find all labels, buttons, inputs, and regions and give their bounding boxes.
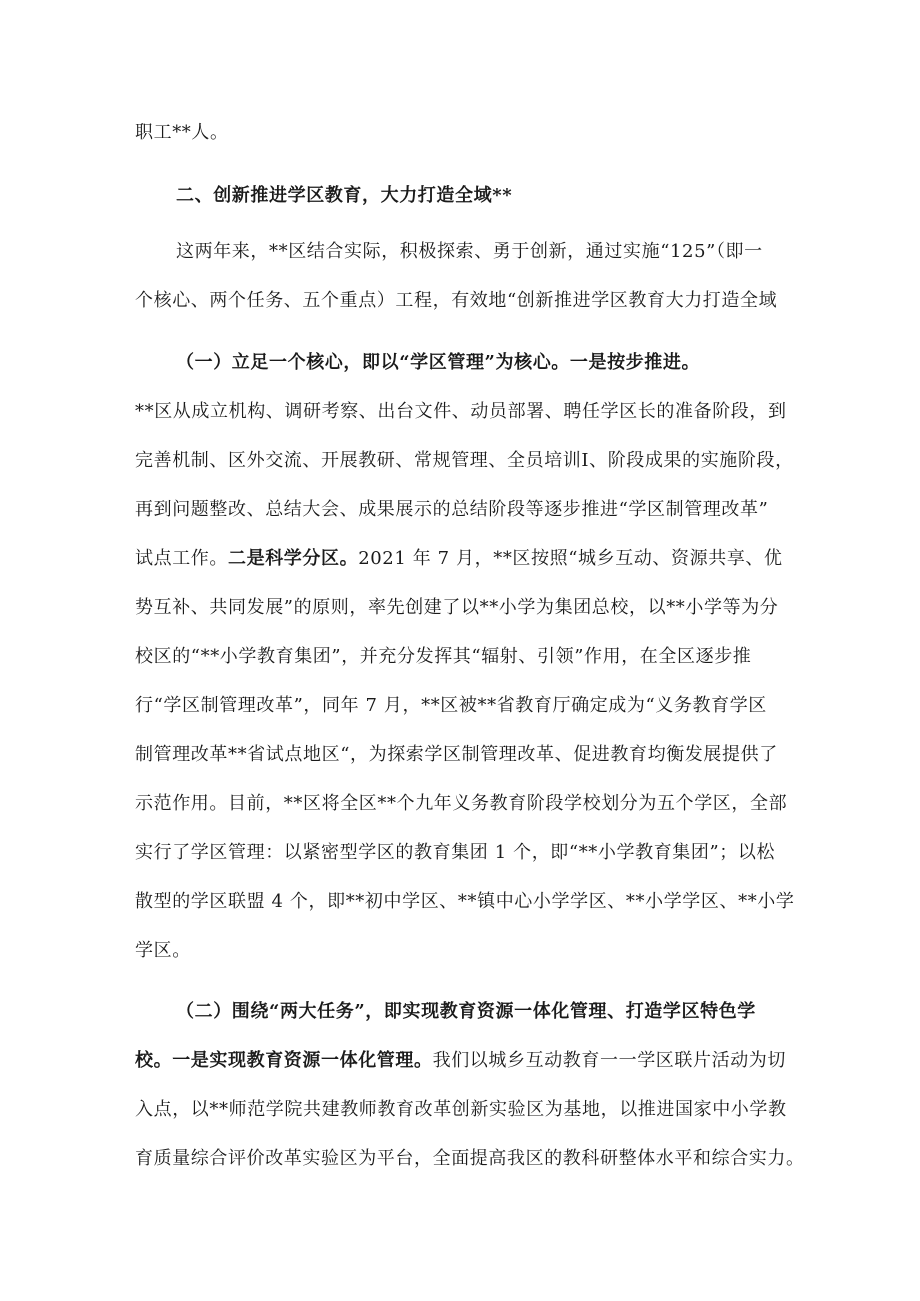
paragraph-line: 行“学区制管理改革”，同年 7 月，**区被**省教育厅确定成为“义务教育学区 — [135, 695, 767, 716]
paragraph-line: 势互补、共同发展”的原则，率先创建了以**小学为集团总校，以**小学等为分 — [135, 597, 779, 618]
paragraph-line — [135, 547, 783, 571]
paragraph-line: 散型的学区联盟 4 个，即**初中学区、**镇中心小学学区、**小学学区、**小学 — [135, 891, 795, 912]
paragraph-line: 学区。 — [135, 940, 191, 961]
paragraph-line: 实行了学区管理：以紧密型学区的教育集团 1 个，即“**小学教育集团”；以松 — [135, 842, 776, 863]
subsection-heading: （二）围绕“两大任务”，即实现教育资源一体化管理、打造学区特色学 — [176, 1001, 756, 1022]
emphasis-run: 校。一是实现教育资源一体化管理。 — [135, 1050, 433, 1071]
paragraph-line: 校区的“**小学教育集团”，并充分发挥其“辐射、引领”作用，在全区逐步推 — [135, 646, 752, 667]
paragraph-line: 入点，以**师范学院共建教师教育改革创新实验区为基地，以推进国家中小学教 — [135, 1099, 787, 1120]
section-heading: 二、创新推进学区教育，大力打造全域** — [176, 185, 513, 206]
paragraph-line: 制管理改革**省试点地区“，为探索学区制管理改革、促进教育均衡发展提供了 — [135, 744, 778, 765]
paragraph-line: **区从成立机构、调研考察、出台文件、动员部署、聘任学区长的准备阶段，到 — [135, 401, 787, 422]
paragraph-line: 育质量综合评价改革实验区为平台，全面提高我区的教科研整体水平和综合实力。 — [135, 1148, 805, 1169]
text-run: 试点工作。 — [135, 548, 228, 569]
paragraph-line: 这两年来，**区结合实际，积极探索、勇于创新，通过实施“125”（即一 — [176, 241, 763, 262]
paragraph-line — [135, 1049, 786, 1073]
text-run: 我们以城乡互动教育一一学区联片活动为切 — [432, 1050, 787, 1071]
paragraph-line: 完善机制、区外交流、开展教研、常规管理、全员培训Ⅰ、阶段成果的实施阶段， — [135, 450, 794, 471]
paragraph-line: 个核心、两个任务、五个重点）工程，有效地“创新推进学区教育大力打造全域 — [135, 290, 778, 311]
subsection-heading: （一）立足一个核心，即以“学区管理”为核心。一是按步推进。 — [176, 352, 701, 373]
text-run: 2021 年 7 月，**区按照“城乡互动、资源共享、优 — [358, 548, 783, 569]
paragraph-line: 职工**人。 — [135, 122, 229, 143]
emphasis-run: 二是科学分区。 — [228, 548, 359, 569]
paragraph-line: 再到问题整改、总结大会、成果展示的总结阶段等逐步推进“学区制管理改革” — [135, 499, 769, 520]
paragraph-line: 示范作用。目前，**区将全区**个九年义务教育阶段学校划分为五个学区，全部 — [135, 793, 788, 814]
